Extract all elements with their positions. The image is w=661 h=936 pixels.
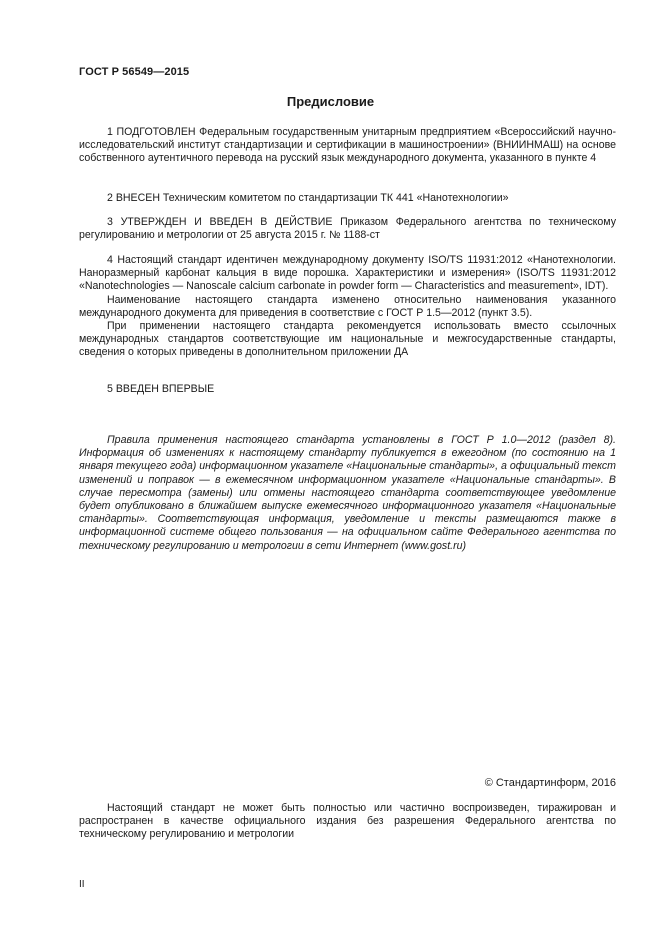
application-rules-text: Правила применения настоящего стандарта установлены в ГОСТ Р 1.0—2012 (раздел 8). Информация об изменениях к настоящему стандарту публикуется в ежегодном (по состоянию на 1 января текущего года) информационном указателе «Национальные стандарты», а официальный текст изменений и поправок — в ежемесячном информационном указателе «Национальные стандарты». В случае пересмотра (замены) или отмены настоящего стандарта соответствующее уведомление будет опубликовано в ближайшем выпуске ежемесячного информационного указателя «Национальные стандарты». Соответствующая информация, уведомление и тексты размещаются также в информационной системе общего пользования — на официальном сайте Федерального агентства по техническому регулированию и метрологии в сети Интернет (www.gost.ru) [79, 434, 616, 552]
item-1 [79, 126, 616, 166]
item-3 [79, 216, 616, 242]
item-4-name-note: Наименование настоящего стандарта изменено относительно наименования указанного международного документа для приведения в соответствие с ГОСТ Р 1.5—2012 (пункт 3.5). [79, 293, 616, 319]
item-2 [79, 192, 616, 205]
section-title: Предисловие [286, 94, 375, 109]
reproduction-notice [79, 802, 616, 842]
document-header: ГОСТ Р 56549—2015 [79, 66, 190, 78]
reproduction-text: Настоящий стандарт не может быть полностью или частично воспроизведен, тиражирован и распространен в качестве официального издания без разрешения Федерального агентства по техническому регулированию и метрологии [79, 802, 616, 841]
item-5 [79, 383, 616, 396]
application-rules-notice [79, 434, 616, 553]
item-2-text: 2 ВНЕСЕН Техническим комитетом по стандартизации ТК 441 «Нанотехнологии» [107, 192, 509, 204]
item-5-text: 5 ВВЕДЕН ВПЕРВЫЕ [107, 383, 215, 395]
page-number: II [79, 879, 85, 890]
item-3-text: 3 УТВЕРЖДЕН И ВВЕДЕН В ДЕЙСТВИЕ Приказом Федерального агентства по техническому регулированию и метрологии от 25 августа 2015 г. № 1188-ст [79, 216, 616, 242]
item-4-references-note: При применении настоящего стандарта рекомендуется использовать вместо ссылочных международных стандартов соответствующие им национальные и межгосударственные стандарты, сведения о которых приведены в дополнительном приложении ДА [79, 320, 616, 359]
item-4 [79, 254, 616, 360]
item-1-text: 1 ПОДГОТОВЛЕН Федеральным государственным унитарным предприятием «Всероссийский научно-исследовательский институт стандартизации и сертификации в машиностроении» (ВНИИНМАШ) на основе собственного аутентичного перевода на русский язык международного документа, указанного в пункте 4 [79, 126, 616, 165]
item-4-text: 4 Настоящий стандарт идентичен международному документу ISO/TS 11931:2012 «Нанотехнологии. Наноразмерный карбонат кальция в виде порошка. Характеристики и измерения» (ISO/TS 11931:2012 «Nanotechnologies — Nanoscale calcium carbonate in powder form — Characteristics and measurement», IDT). [79, 254, 616, 293]
copyright: © Стандартинформ, 2016 [484, 777, 616, 789]
